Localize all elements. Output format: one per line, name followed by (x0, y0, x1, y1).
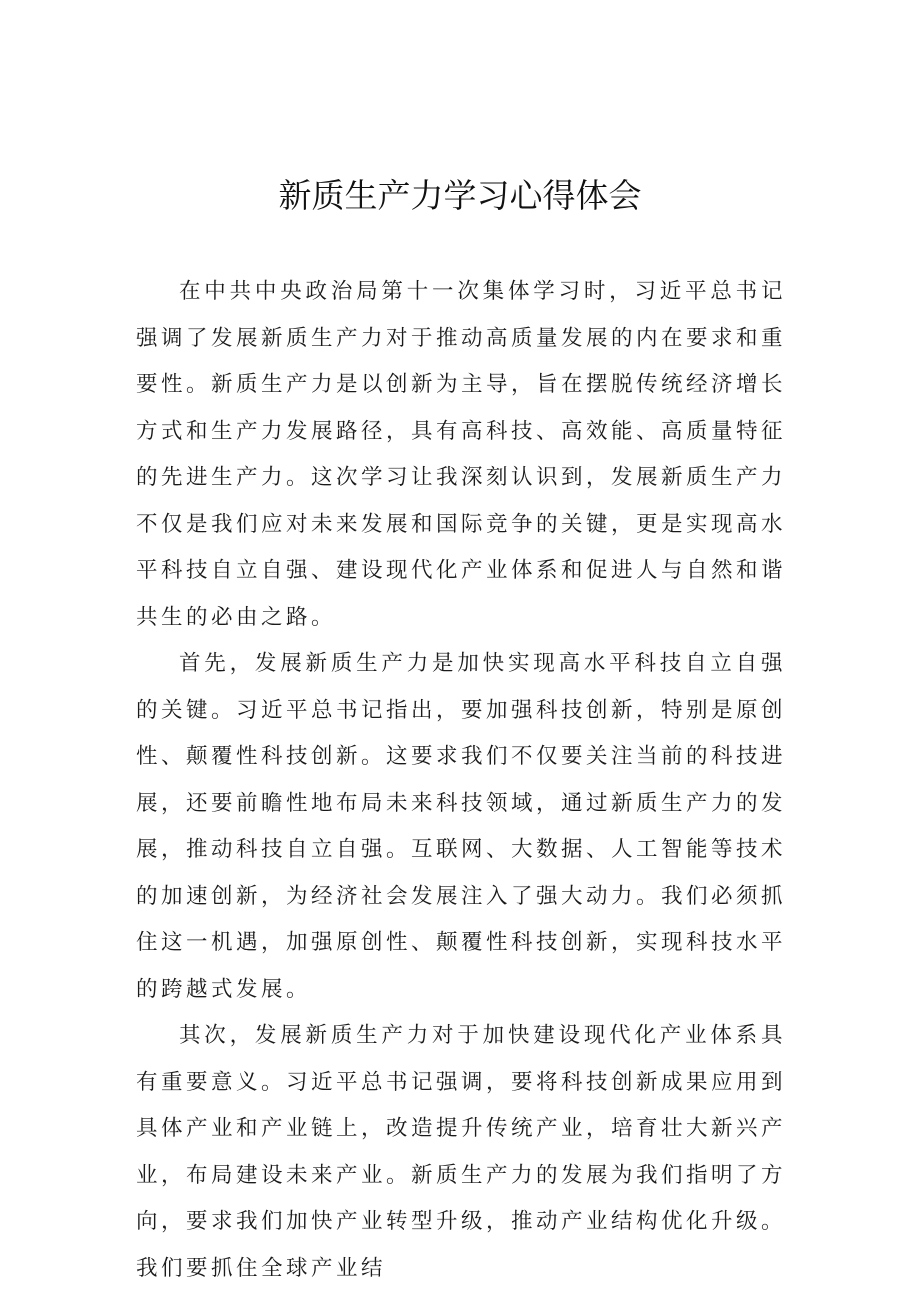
document-title: 新质生产力学习心得体会 (278, 176, 642, 215)
paragraph-1: 在中共中央政治局第十一次集体学习时，习近平总书记强调了发展新质生产力对于推动高质量发展的内在要求和重要性。新质生产力是以创新为主导，旨在摆脱传统经济增长方式和生产力发展路径，具有高科技、高效能、高质量特征的先进生产力。这次学习让我深刻认识到，发展新质生产力不仅是我们应对未来发展和国际竞争的关键，更是实现高水平科技自立自强、建设现代化产业体系和促进人与自然和谐共生的必由之路。 (136, 279, 787, 630)
paragraph-2: 首先，发展新质生产力是加快实现高水平科技自立自强的关键。习近平总书记指出，要加强科技创新，特别是原创性、颠覆性科技创新。这要求我们不仅要关注当前的科技进展，还要前瞻性地布局未来科技领域，通过新质生产力的发展，推动科技自立自强。互联网、大数据、人工智能等技术的加速创新，为经济社会发展注入了强大动力。我们必须抓住这一机遇，加强原创性、颠覆性科技创新，实现科技水平的跨越式发展。 (136, 651, 787, 1002)
document-body (136, 269, 786, 1292)
paragraph-3: 其次，发展新质生产力对于加快建设现代化产业体系具有重要意义。习近平总书记强调，要将科技创新成果应用到具体产业和产业链上，改造提升传统产业，培育壮大新兴产业，布局建设未来产业。新质生产力的发展为我们指明了方向，要求我们加快产业转型升级，推动产业结构优化升级。我们要抓住全球产业结 (136, 1023, 787, 1281)
